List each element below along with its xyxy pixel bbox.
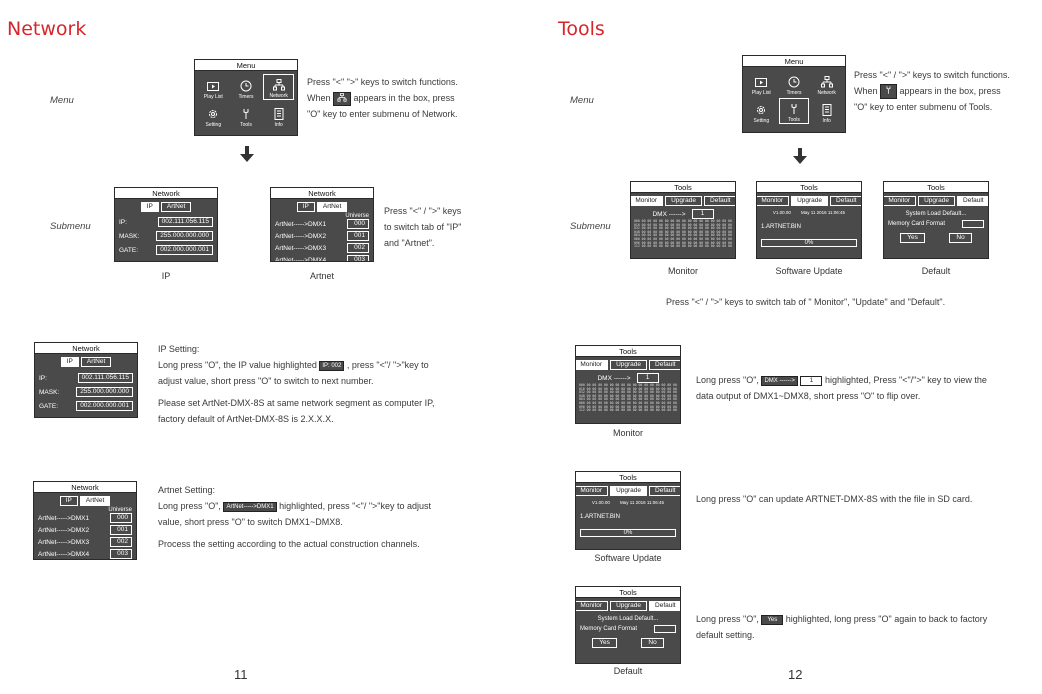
monitor-detail-screen: Tools Monitor Upgrade Default DMX ------> 1 000 00 00 00 00 00 00 00 00 00 00 00 00 00 00 00 00 016 00 00 00 00 00 00 00 00 00 00 00 00 00 00 00 00 032 00 00 00 00 00 00 00 00 00 00 00 00 00 00 00 00 048 00 00 00 00 00 00 00 00 00 00 00 00 00 00 00 00 064 00 00 00 00 00 00 00 00 00 00 00 00 00 00 00 00 080 00 00 00 00 00 00 00 00 00 00 00 00 00 00 00 00 096 00 00 00 00 00 00 00 00 00 00 00 00 00 00 00 00 112 00 00 00 00 00 00 00 00 00 00 00 00 00 00 00 00 <box>575 345 681 424</box>
network-icon <box>273 79 285 91</box>
menu-item-play-list: Play List <box>746 70 777 96</box>
menu-item-timers: Timers <box>231 74 262 100</box>
default-caption: Default <box>921 266 951 276</box>
menu-item-info: Info <box>811 98 842 124</box>
menu-item-setting: Setting <box>746 98 777 124</box>
artnet-screen: Network IP ArtNet Universe ArtNet----->DMX1 000 ArtNet----->DMX2 001 ArtNet----->DMX3 002 ArtNet----->DMX4 003 <box>270 187 374 262</box>
gear-icon <box>207 108 219 120</box>
submenu-side-label: Submenu <box>50 221 91 232</box>
default-detail-screen: Tools Monitor Upgrade Default System Load Default... Memory Card Format Yes No <box>575 586 681 664</box>
clock-icon <box>788 76 800 88</box>
wrench-icon <box>788 103 800 115</box>
default-instruction: Long press "O", Yes highlighted, long press "O" again to back to factory default setting. <box>696 614 988 640</box>
arrow-down-icon <box>240 146 254 162</box>
ip-screen: Network IP ArtNet IP: 002.111.056.115 MASK: 255.000.000.000 GATE: 002.000.000.001 <box>114 187 218 262</box>
dmx-data-grid: 000 00 00 00 00 00 00 00 00 00 00 00 00 00 00 00 00 016 00 00 00 00 00 00 00 00 00 00 00 00 00 00 00 00 032 00 00 00 00 00 00 00 00 00 00 00 00 00 00 00 00 048 00 00 00 00 00 00 00 00 00 00 00 00 00 00 00 00 064 00 00 00 00 00 00 00 00 00 00 00 00 00 00 00 00 080 00 00 00 00 00 00 00 00 00 00 00 00 00 00 00 00 096 00 00 00 00 00 00 00 00 00 00 00 00 00 00 00 00 112 00 00 00 00 00 00 00 00 00 00 00 00 00 00 00 00 <box>634 219 732 249</box>
menu-item-play-list: Play List <box>198 74 229 100</box>
upgrade-caption: Software Update <box>775 266 843 276</box>
menu-side-label-right: Menu <box>570 95 594 106</box>
clock-icon <box>240 80 252 92</box>
ip-setting-screen: Network IP ArtNet IP: 002.111.056.115 MASK: 255.000.000.000 GATE: 002.000.000.001 <box>34 342 138 418</box>
menu-item-network: Network <box>811 70 842 96</box>
page-title-tools: Tools <box>558 18 605 40</box>
upgrade-detail-screen: Tools Monitor Upgrade Default V1.00.00 May 11 2016 11:06:45 1.ARTNET.BIN 0% <box>575 471 681 550</box>
dmx-data-grid: 000 00 00 00 00 00 00 00 00 00 00 00 00 00 00 00 00 016 00 00 00 00 00 00 00 00 00 00 00 00 00 00 00 00 032 00 00 00 00 00 00 00 00 00 00 00 00 00 00 00 00 048 00 00 00 00 00 00 00 00 00 00 00 00 00 00 00 00 064 00 00 00 00 00 00 00 00 00 00 00 00 00 00 00 00 080 00 00 00 00 00 00 00 00 00 00 00 00 00 00 00 00 096 00 00 00 00 00 00 00 00 00 00 00 00 00 00 00 00 112 00 00 00 00 00 00 00 00 00 00 00 00 00 00 00 00 <box>579 383 677 413</box>
submenu-side-label-right: Submenu <box>570 221 611 232</box>
upgrade-screen: Tools Monitor Upgrade Default V1.00.00 May 11 2016 11:06:45 1.ARTNET.BIN 0% <box>756 181 862 259</box>
play-list-icon <box>755 78 767 88</box>
network-menu-screen <box>194 59 298 136</box>
monitor-caption: Monitor <box>667 266 698 276</box>
page-number-right: 12 <box>788 667 803 682</box>
artnet-setting-screen: Network IP ArtNet Universe ArtNet----->DMX1 000 ArtNet----->DMX2 001 ArtNet----->DMX3 002 ArtNet----->DMX4 003 <box>33 481 137 560</box>
menu-screen-header: Menu <box>195 60 297 71</box>
gear-icon <box>755 104 767 116</box>
submenu-instruction: Press "<" / ">" keys to switch tab of "IP" and "Artnet". <box>384 206 462 248</box>
ip-setting-text: IP Setting: Long press "O", the IP value highlighted IP: 002 , press "<"/ ">"key to adjust value, short press "O" to switch to next number. Please set ArtNet-DMX-8S at same network segment as computer IP, factory default of ArtNet-DMX-8S is 2.X.X.X. <box>158 344 435 424</box>
menu-item-tools: Tools <box>231 102 262 128</box>
wrench-icon <box>240 108 252 120</box>
artnet-caption: Artnet <box>309 271 334 281</box>
upgrade-detail-caption: Software Update <box>594 553 662 563</box>
menu-side-label: Menu <box>50 95 74 106</box>
network-icon-inline <box>333 92 351 106</box>
network-icon <box>821 76 833 88</box>
default-detail-caption: Default <box>613 666 643 676</box>
monitor-instruction: Long press "O", DMX ------> 1 highlighted, Press "<"/">" key to view the data output of DMX1~DMX8, short press "O" to flip over. <box>696 375 987 401</box>
tools-menu-instruction: Press "<" / ">" keys to switch functions. When appears in the box, press "O" key to enter submenu of Tools. <box>854 70 1010 113</box>
menu-item-network: Network <box>263 74 294 100</box>
page-number-left: 11 <box>234 667 248 682</box>
tools-tabs-instruction: Press "<" / ">" keys to switch tab of " Monitor", "Update" and "Default". <box>666 297 946 307</box>
page-title-network: Network <box>7 18 87 40</box>
info-icon <box>821 104 833 116</box>
menu-item-tools: Tools <box>779 98 810 124</box>
arrow-down-icon <box>793 148 807 164</box>
tools-menu-screen: Menu Play List Timers Network Setting Tools Info <box>742 55 846 133</box>
upgrade-instruction: Long press "O" can update ARTNET-DMX-8S with the file in SD card. <box>696 494 973 504</box>
artnet-setting-text: Artnet Setting: Long press "O", ArtNet----->DMX1 highlighted, press "<"/ ">"key to adjust value, short press "O" to switch DMX1~DMX8. Process the setting according to the actual construction channels. <box>158 485 431 549</box>
wrench-icon-inline <box>880 84 897 99</box>
info-icon <box>273 108 285 120</box>
network-menu-instruction: Press "<" ">" keys to switch functions. When appears in the box, press "O" key to enter submenu of Network. <box>307 77 458 119</box>
ip-caption: IP <box>161 271 171 281</box>
play-list-icon <box>207 82 219 92</box>
monitor-detail-caption: Monitor <box>612 428 643 438</box>
menu-item-info: Info <box>263 102 294 128</box>
menu-item-timers: Timers <box>779 70 810 96</box>
menu-item-setting: Setting <box>198 102 229 128</box>
monitor-screen: Tools Monitor Upgrade Default DMX ------> 1 000 00 00 00 00 00 00 00 00 00 00 00 00 00 00 00 00 016 00 00 00 00 00 00 00 00 00 00 00 00 00 00 00 00 032 00 00 00 00 00 00 00 00 00 00 00 00 00 00 00 00 048 00 00 00 00 00 00 00 00 00 00 00 00 00 00 00 00 064 00 00 00 00 00 00 00 00 00 00 00 00 00 00 00 00 080 00 00 00 00 00 00 00 00 00 00 00 00 00 00 00 00 096 00 00 00 00 00 00 00 00 00 00 00 00 00 00 00 00 112 00 00 00 00 00 00 00 00 00 00 00 00 00 00 00 00 <box>630 181 736 259</box>
default-screen: Tools Monitor Upgrade Default System Load Default... Memory Card Format Yes No <box>883 181 989 259</box>
